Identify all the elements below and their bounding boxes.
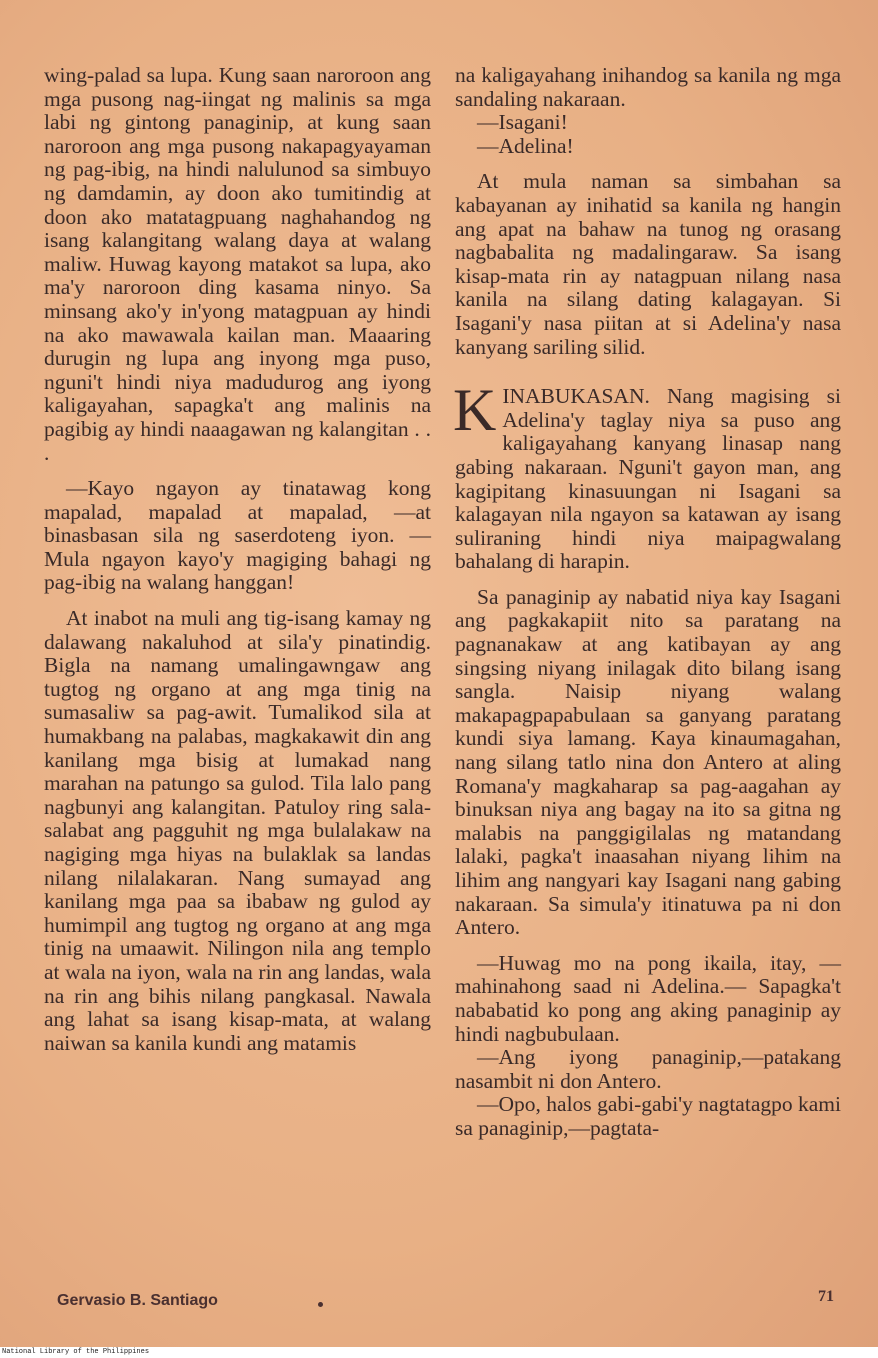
bullet-ornament bbox=[318, 1302, 323, 1307]
dialogue-line: —Adelina! bbox=[477, 133, 574, 158]
left-column bbox=[44, 64, 431, 1055]
page-number: 71 bbox=[818, 1288, 834, 1305]
dialogue-line: —Huwag mo na pong ikaila, itay, —mahinahong saad ni Adelina.— Sapagka't nababatid ko pong ang aking panaginip ay hindi nagbubulaan. bbox=[455, 950, 841, 1046]
paragraph: —Kayo ngayon ay tinatawag kong mapalad, mapalad at mapalad, —at binasbasan sila ng saserdoteng iyon. — Mula ngayon kayo'y magiging bahagi ng pag-ibig na walang hanggan! bbox=[44, 476, 431, 595]
scan-credit-strip bbox=[0, 1347, 878, 1358]
dialogue-line: —Opo, halos gabi-gabi'y nagtatagpo kami sa panaginip,—pagtata- bbox=[455, 1092, 841, 1140]
right-column bbox=[455, 64, 841, 1141]
section-opening bbox=[453, 377, 841, 574]
paragraph: Sa panaginip ay nabatid niya kay Isagani ang pagkakapiit nito sa paratang na pagnanakaw at ang katibayan ay ang singsing niyang inilagak dito bilang isang sangla. Naisip niyang walang makapagpapabulaan sa ganyang paratang kundi siya lamang. Kaya kinaumagahan, nang silang tatlo nina don Antero at aling Romana'y magkaharap sa pag-aagahan ay binuksan niya ang bagay na ito sa gitna ng malabis na panggigilalas ng matandang lalaki, pagka't inaasahan niyang lihim na lihim ang nangyari kay Isagani nang gabing nakaraan. Sa simula'y itinatuwa pa ni don Antero. bbox=[455, 584, 841, 940]
paragraph: At mula naman sa simbahan sa kabayanan ay inihatid sa kanila ng hangin ang apat na bahaw na tunog ng orasang nagbabalita ng madalingaraw. Sa isang kisap-mata rin ay natagpuan nilang nasa kanila na silang dating kalagayan. Si Isagani'y nasa piitan at si Adelina'y nasa kanyang sariling silid. bbox=[455, 169, 841, 359]
author-name: Gervasio B. Santiago bbox=[57, 1292, 218, 1309]
section-opening-text: INABUKASAN. Nang magising si Adelina'y taglay niya sa puso ang kaligayahang kanyang linasap nang gabing nakaraan. Nguni't gayon man, ang kagipitang kinasuungan ni Isagani sa kalagayan nila ngayon sa katawan ay isang suliraning hindi niya maipagwalang bahalang di harapin. bbox=[455, 384, 841, 574]
dialogue-line: —Isagani! bbox=[477, 110, 568, 135]
drop-cap: K bbox=[453, 377, 497, 444]
dialogue-line: —Ang iyong panaginip,—patakang nasambit ni don Antero. bbox=[455, 1045, 841, 1093]
scan-credit: National Library of the Philippines bbox=[2, 1348, 150, 1356]
paragraph: na kaligayahang inihandog sa kanila ng mga sandaling nakaraan. bbox=[455, 63, 841, 111]
page-footer bbox=[0, 1288, 878, 1318]
paragraph: At inabot na muli ang tig-isang kamay ng dalawang nakaluhod at sila'y pinatindig. Bigla na namang umalingawngaw ang tugtog ng organo at ang mga tinig na sumasaliw sa pag-awit. Tumalikod sila at humakbang na palabas, magkakawit din ang kanilang mga bisig at lumakad nang marahan na patungo sa gulod. Tila lalo pang nagbunyi ang kalangitan. Patuloy ring sala-salabat ang pagguhit ng mga bulalakaw na nagiging mga hiyas na bulaklak sa landas nilang nilalakaran. Nang sumayad ang kanilang mga paa sa ibabaw ng gulod ay humimpil ang tugtog ng organo at ang mga tinig na umaawit. Nilingon nila ang templo at wala na iyon, wala na rin ang landas, wala na rin ang bihis nilang pangkasal. Nawala ang lahat sa isang kisap-mata, at walang naiwan sa kanila kundi ang matamis bbox=[44, 606, 431, 1055]
paragraph: wing-palad sa lupa. Kung saan naroroon ang mga pusong nag-iingat ng malinis sa mga labi ng gintong panaginip, at kung saan naroroon ang mga pusong nakapagyayaman ng pag-ibig, na hindi nalulunod sa simbuyo ng damdamin, ay doon ako tumitindig at doon ako matatagpuang naghahandog ng isang kalangitang walang daya at walang maliw. Huwag kayong matakot sa lupa, ako ma'y naroroon ding kasama ninyo. Sa minsang ako'y in'yong matagpuan ay hindi na ako mawawala kailan man. Maaaring durugin ng lupa ang inyong mga puso, nguni't hindi niya madudurog ang iyong kaligayahan, sapagka't ang malinis na pagibig ay hindi naaagawan ng kalangitan . . . bbox=[44, 63, 431, 465]
